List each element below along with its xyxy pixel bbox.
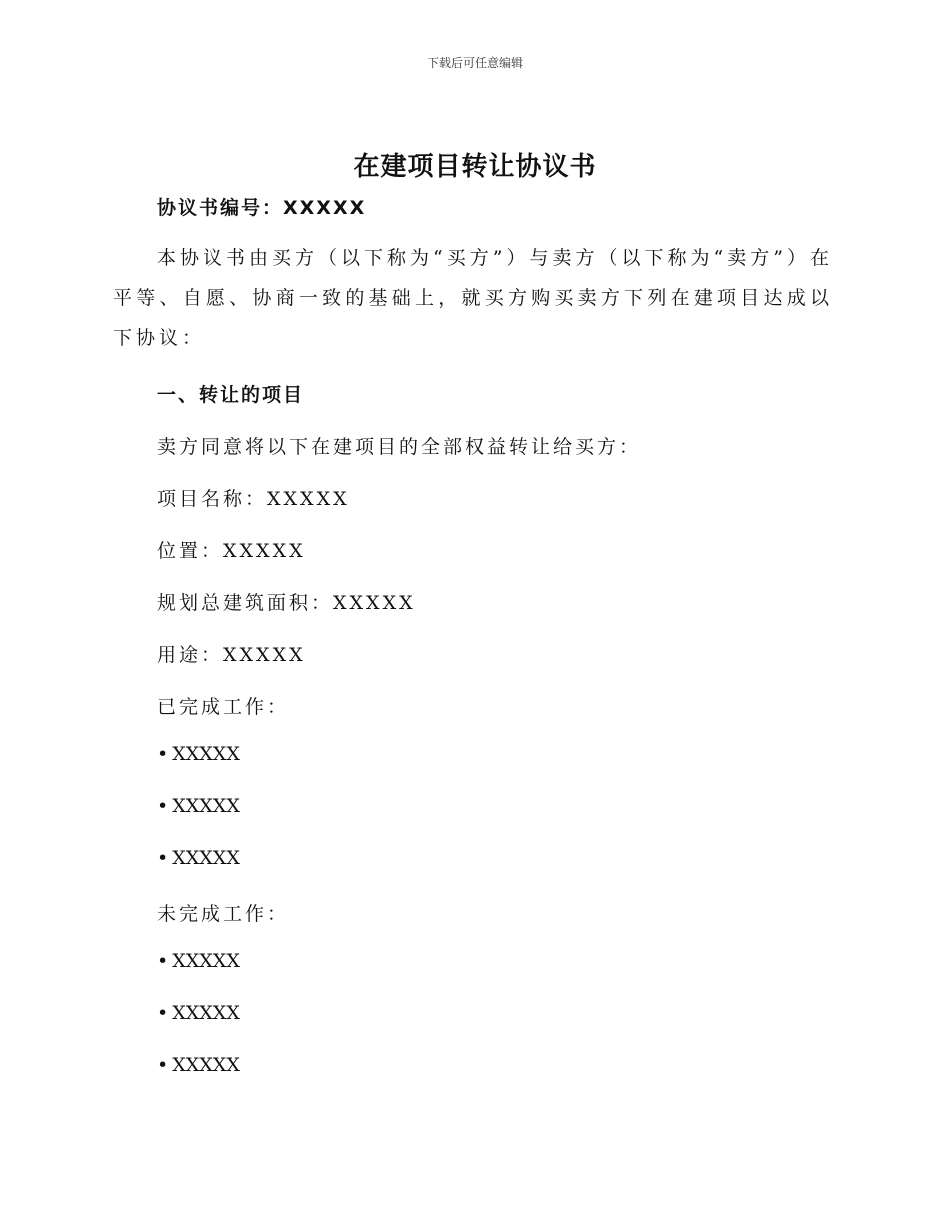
uncompleted-work-item-text: XXXXX [172,1054,240,1076]
completed-work-item [157,795,240,817]
completed-work-item-text: XXXXX [172,743,240,765]
planned-area-line: 规划总建筑面积：XXXXX [157,592,416,614]
project-name-line: 项目名称：XXXXX [157,488,350,510]
completed-work-label: 已完成工作： [157,696,290,718]
uncompleted-work-item [157,950,240,972]
transfer-statement: 卖方同意将以下在建项目的全部权益转让给买方： [157,436,642,458]
location-line: 位置：XXXXX [157,540,306,562]
intro-paragraph: 本协议书由买方（以下称为“买方”）与卖方（以下称为“卖方”）在平等、自愿、协商一致的基础上，就买方购买卖方下列在建项目达成以下协议： [113,247,833,349]
section-heading-transfer-project: 一、转让的项目 [157,384,305,406]
completed-work-item-text: XXXXX [172,795,240,817]
bullet-icon: • [157,847,169,869]
bullet-icon: • [157,795,169,817]
header-note: 下载后可任意编辑 [426,56,523,70]
bullet-icon: • [157,950,169,972]
bullet-icon: • [157,1002,169,1024]
bullet-icon: • [157,743,169,765]
completed-work-item-text: XXXXX [172,847,240,869]
usage-line: 用途：XXXXX [157,644,306,666]
uncompleted-work-item [157,1054,240,1076]
agreement-number: 协议书编号：XXXXX [157,197,367,219]
bullet-icon: • [157,1054,169,1076]
document-title: 在建项目转让协议书 [353,152,597,182]
completed-work-item [157,847,240,869]
uncompleted-work-item [157,1002,240,1024]
completed-work-item [157,743,240,765]
uncompleted-work-label: 未完成工作： [157,903,290,925]
uncompleted-work-item-text: XXXXX [172,1002,240,1024]
uncompleted-work-item-text: XXXXX [172,950,240,972]
